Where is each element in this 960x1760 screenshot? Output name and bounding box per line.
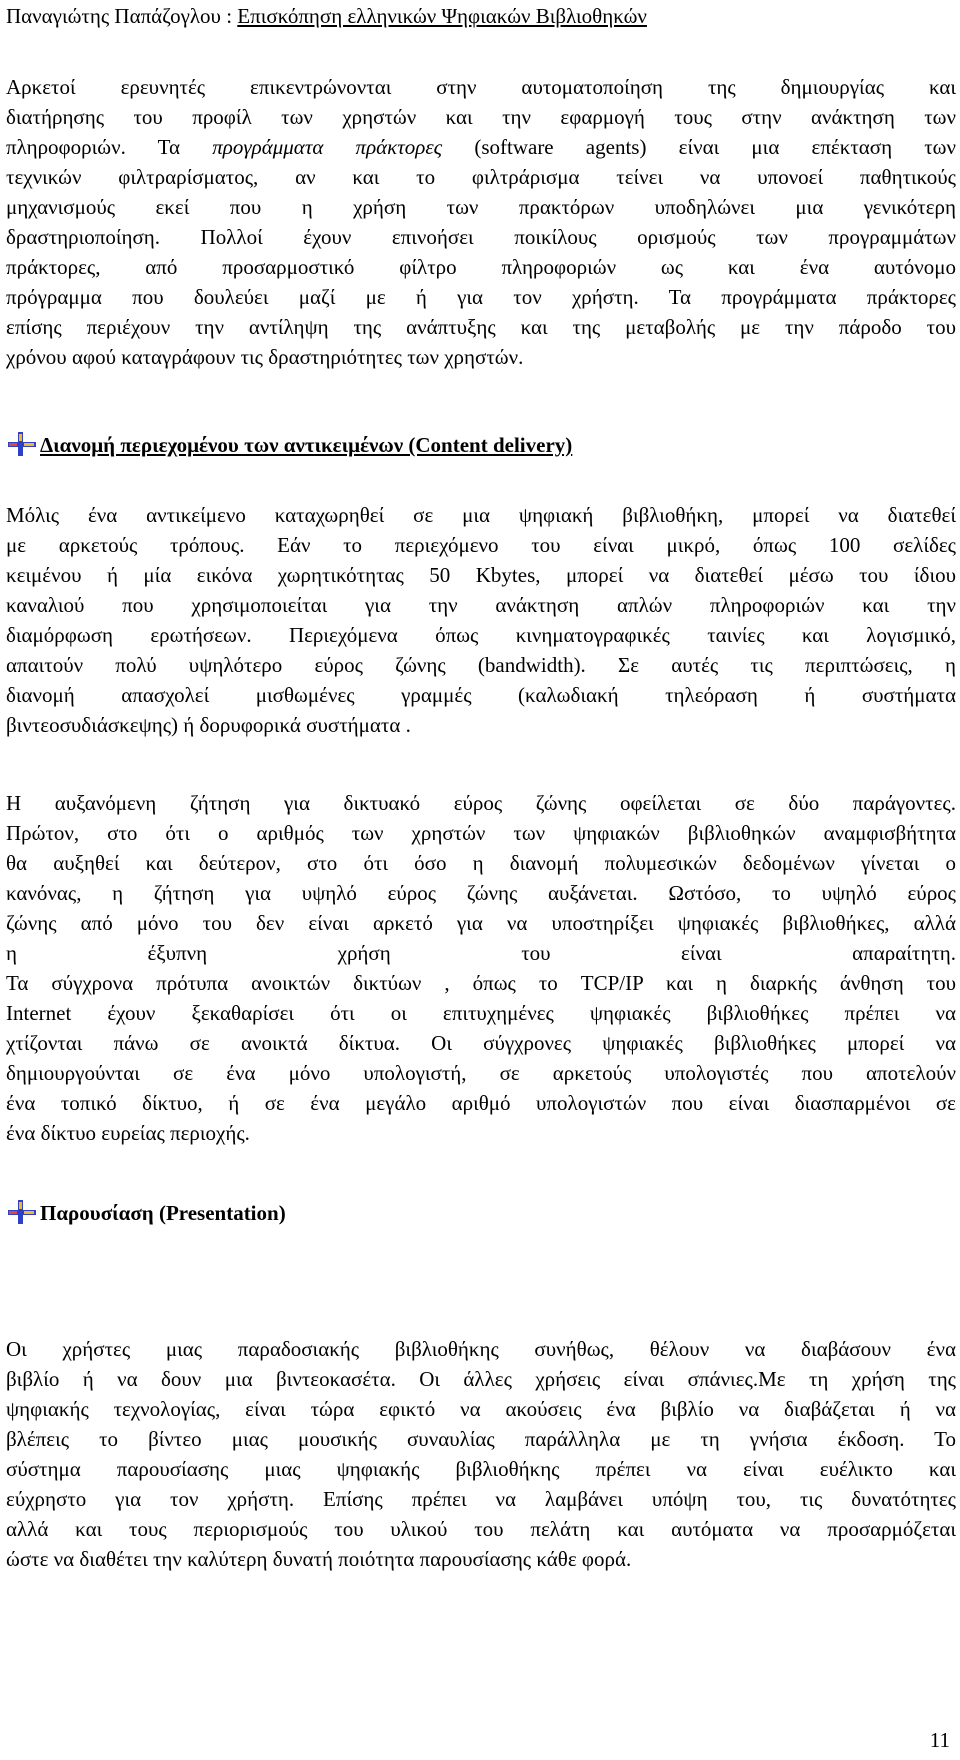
paragraph-content-delivery [6, 500, 956, 740]
text-line: ψηφιακής τεχνολογίας, είναι τώρα εφικτό να ακούσεις ένα βιβλίο να διαβάζεται ή να [6, 1397, 956, 1421]
italic-term: προγράμματα πράκτορες [212, 135, 443, 159]
text-line: δραστηριοποίηση. Πολλοί έχουν επινοήσει ποικίλους ορισμούς των προγραμμάτων [6, 225, 956, 249]
bullet-flag-icon [6, 430, 38, 458]
text-line: καναλιού που χρησιμοποιείται για την ανάκτηση απλών πληροφοριών και την [6, 593, 956, 617]
text-line: δημιουργούνται σε ένα μόνο υπολογιστή, σε αρκετούς υπολογιστές που αποτελούν [6, 1061, 956, 1085]
header-title: Επισκόπηση ελληνικών Ψηφιακών Βιβλιοθηκών [237, 4, 647, 28]
text-line: διατήρησης του προφίλ των χρηστών και την εφαρμογή τους στην ανάκτηση των [6, 105, 956, 129]
text-line: ένα δίκτυο ευρείας περιοχής. [6, 1121, 250, 1145]
paragraph-presentation [6, 1334, 956, 1574]
text-line: σύστημα παρουσίασης μιας ψηφιακής βιβλιοθήκης πρέπει να είναι ευέλικτο και [6, 1457, 956, 1481]
text-line: απαιτούν πολύ υψηλότερο εύρος ζώνης (bandwidth). Σε αυτές τις περιπτώσεις, η [6, 653, 956, 677]
paragraph-agents [6, 72, 956, 372]
text-line: ζώνης από μόνο του δεν είναι αρκετό για να υποστηρίξει ψηφιακές βιβλιοθήκες, αλλά [6, 911, 956, 935]
text-line [6, 132, 956, 162]
text-line: Τα σύγχρονα πρότυπα ανοικτών δικτύων , όπως το TCP/IP και η διαρκής άνθηση του [6, 971, 956, 995]
page-number: 11 [929, 1728, 950, 1752]
text-line: θα αυξηθεί και δεύτερον, στο ότι όσο η διανομή πολυμεσικών δεδομένων γίνεται ο [6, 851, 956, 875]
text-line: Η αυξανόμενη ζήτηση για δικτυακό εύρος ζώνης οφείλεται σε δύο παράγοντες. [6, 791, 956, 815]
header-author: Παναγιώτης Παπάζογλου : [6, 4, 233, 28]
text-line: κειμένου ή μία εικόνα χωρητικότητας 50 Kbytes, μπορεί να διατεθεί μέσω του ίδιου [6, 563, 956, 587]
text-span: (software agents) είναι μια επέκταση των [442, 135, 957, 159]
text-line: Αρκετοί ερευνητές επικεντρώνονται στην αυτοματοποίηση της δημιουργίας και [6, 75, 956, 99]
text-line: πρόγραμμα που δουλεύει μαζί με ή για τον χρήστη. Τα προγράμματα πράκτορες [6, 285, 956, 309]
text-line: διαμόρφωση ερωτήσεων. Περιεχόμενα όπως κινηματογραφικές ταινίες και λογισμικό, [6, 623, 956, 647]
section-heading-text: Διανομή περιεχομένου των αντικειμένων (Content delivery) [40, 433, 573, 457]
text-line: επίσης περιέχουν την αντίληψη της ανάπτυξης και της μεταβολής με την πάροδο του [6, 315, 956, 339]
text-line: ένα τοπικό δίκτυο, ή σε ένα μεγάλο αριθμό υπολογιστών που είναι διασπαρμένοι σε [6, 1091, 956, 1115]
text-line: βλέπεις το βίντεο μιας μουσικής συναυλίας παράλληλα με τη γνήσια έκδοση. Το [6, 1427, 956, 1451]
text-line: χτίζονται πάνω σε ανοικτά δίκτυα. Οι σύγχρονες ψηφιακές βιβλιοθήκες μπορεί να [6, 1031, 956, 1055]
paragraph-bandwidth [6, 788, 956, 1148]
text-line: Οι χρήστες μιας παραδοσιακής βιβλιοθήκης συνήθως, θέλουν να διαβάσουν ένα [6, 1337, 956, 1361]
text-line: η έξυπνη χρήση του είναι απαραίτητη. [6, 941, 956, 965]
text-line: διανομή απασχολεί μισθωμένες γραμμές (καλωδιακή τηλεόραση ή συστήματα [6, 683, 956, 707]
text-line: κανόνας, η ζήτηση για υψηλό εύρος ζώνης αυξάνεται. Ωστόσο, το υψηλό εύρος [6, 881, 956, 905]
bullet-flag-icon [6, 1198, 38, 1226]
text-line: μηχανισμούς εκεί που η χρήση των πρακτόρων υποδηλώνει μια γενικότερη [6, 195, 956, 219]
text-line: με αρκετούς τρόπους. Εάν το περιεχόμενο του είναι μικρό, όπως 100 σελίδες [6, 533, 956, 557]
text-span: πληροφοριών. Τα [6, 135, 213, 159]
text-line: Internet έχουν ξεκαθαρίσει ότι οι επιτυχημένες ψηφιακές βιβλιοθήκες πρέπει να [6, 1001, 956, 1025]
text-line: βιντεοσυδιάσκεψης) ή δορυφορικά συστήματα . [6, 713, 411, 737]
section-heading-text: Παρουσίαση (Presentation) [40, 1201, 286, 1225]
text-line: εύχρηστο για τον χρήστη. Επίσης πρέπει να λαμβάνει υπόψη του, τις δυνατότητες [6, 1487, 956, 1511]
text-line: χρόνου αφού καταγράφουν τις δραστηριότητες των χρηστών. [6, 345, 524, 369]
text-line: πράκτορες, από προσαρμοστικό φίλτρο πληροφοριών ως και ένα αυτόνομο [6, 255, 956, 279]
text-line: αλλά και τους περιορισμούς του υλικού του πελάτη και αυτόματα να προσαρμόζεται [6, 1517, 956, 1541]
text-line: βιβλίο ή να δουν μια βιντεοκασέτα. Οι άλλες χρήσεις είναι σπάνιες.Με τη χρήση της [6, 1367, 956, 1391]
text-line: ώστε να διαθέτει την καλύτερη δυνατή ποιότητα παρουσίασης κάθε φορά. [6, 1547, 632, 1571]
text-line: Πρώτον, στο ότι ο αριθμός των χρηστών των ψηφιακών βιβλιοθηκών αναμφισβήτητα [6, 821, 956, 845]
running-header [6, 4, 647, 29]
text-line: Μόλις ένα αντικείμενο καταχωρηθεί σε μια ψηφιακή βιβλιοθήκη, μπορεί να διατεθεί [6, 503, 956, 527]
section-heading-content-delivery [6, 430, 572, 458]
section-heading-presentation [6, 1198, 286, 1226]
text-line: τεχνικών φιλτραρίσματος, αν και το φιλτράρισμα τείνει να υπονοεί παθητικούς [6, 165, 956, 189]
